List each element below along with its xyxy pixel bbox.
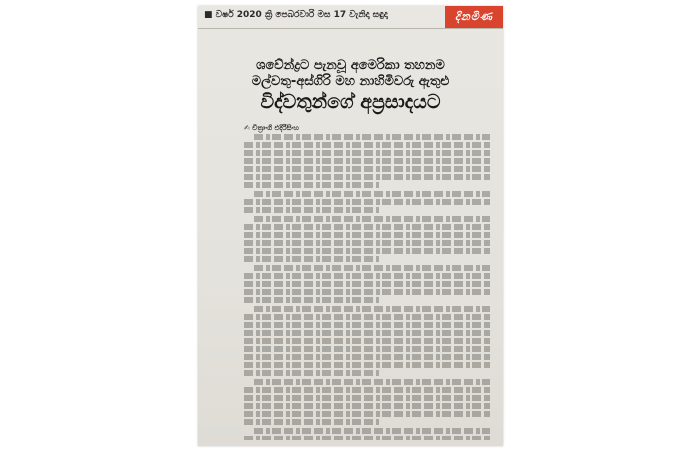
paragraph	[244, 428, 490, 440]
article-body	[244, 134, 490, 440]
text-line	[244, 158, 490, 164]
date-line: ■ වර්ෂ 2020 ක්‍රි පෙබරවාරි මස 17 වැනිදා සඳුදා	[204, 10, 388, 20]
article-headline	[208, 58, 493, 114]
paragraph	[244, 216, 490, 262]
text-line	[244, 199, 490, 205]
headline-line-3: විද්වතුන්ගේ අප්‍රසාදයට	[260, 91, 441, 113]
text-line	[244, 224, 490, 230]
text-line	[244, 362, 490, 368]
newspaper-brand-logo: දිනමිණ	[445, 6, 503, 28]
text-line	[244, 436, 490, 440]
paragraph	[244, 265, 490, 303]
text-line	[244, 273, 490, 279]
text-line	[244, 330, 490, 336]
text-line	[254, 134, 490, 140]
headline-line-2: මල්වතු-අස්ගිරි මහ නාහිමිවරු ඇතුළු	[251, 74, 450, 89]
text-line	[244, 232, 490, 238]
text-line	[244, 338, 490, 344]
text-line	[254, 191, 490, 197]
text-line	[244, 166, 490, 172]
text-line	[244, 256, 379, 262]
paragraph	[244, 306, 490, 376]
text-line	[244, 248, 490, 254]
text-line	[254, 216, 490, 222]
text-line	[244, 403, 490, 409]
text-line	[254, 265, 490, 271]
text-line	[244, 411, 490, 417]
text-line	[244, 354, 490, 360]
clipping-header	[198, 6, 503, 29]
text-line	[244, 387, 490, 393]
text-line	[244, 395, 490, 401]
paragraph	[244, 191, 490, 213]
text-line	[244, 419, 379, 425]
text-line	[244, 150, 490, 156]
text-line	[254, 306, 490, 312]
text-line	[244, 314, 490, 320]
text-line	[244, 174, 490, 180]
text-line	[244, 370, 379, 376]
text-line	[244, 142, 490, 148]
text-line	[244, 240, 490, 246]
text-line	[254, 379, 490, 385]
paragraph	[244, 134, 490, 188]
headline-line-1: ශවේන්ද්‍රට පැනවූ අමෙරිකා තහනම	[256, 58, 445, 73]
paragraph	[244, 379, 490, 425]
text-line	[244, 346, 490, 352]
text-line	[244, 297, 379, 303]
article-byline: ✍ චිත්‍රාංගි එදිරිසිංහ	[244, 124, 299, 132]
text-line	[244, 289, 490, 295]
text-line	[244, 182, 379, 188]
text-line	[254, 428, 490, 434]
text-line	[244, 207, 379, 213]
newspaper-clipping	[198, 6, 503, 446]
text-line	[244, 322, 490, 328]
text-line	[244, 281, 490, 287]
